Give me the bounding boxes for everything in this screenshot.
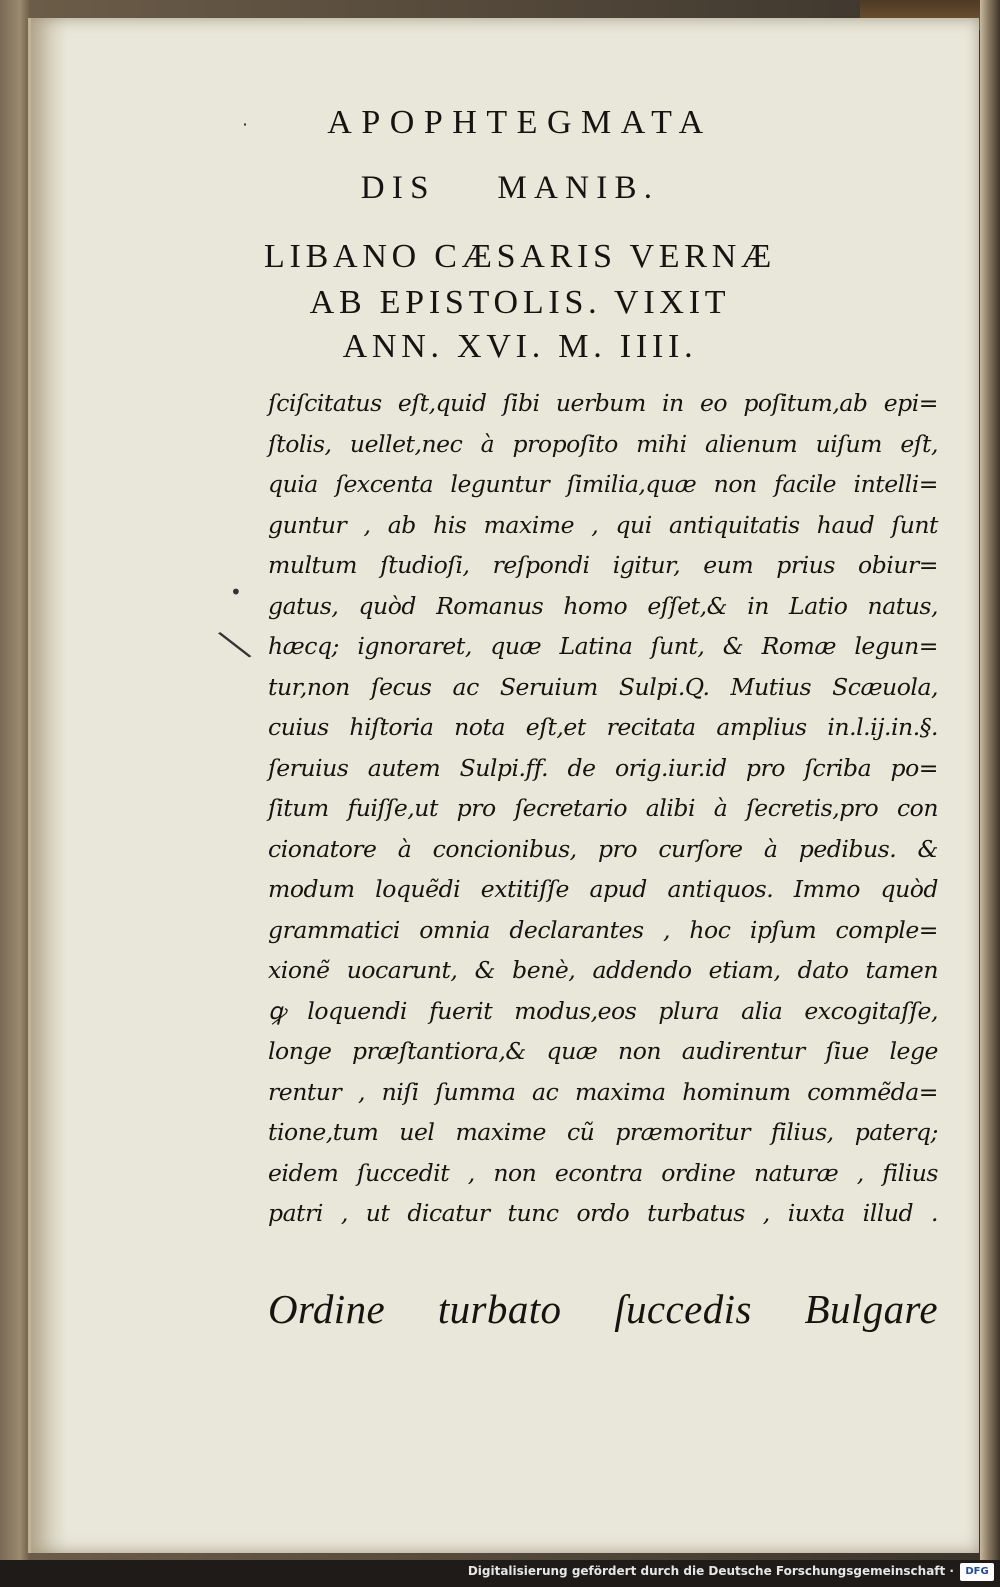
body-line: cuius hiſtoria nota eſt,et recitata amplius in.l.ij.in.§. [268, 713, 938, 741]
body-line: multum ſtudioſi, reſpondi igitur, eum prius obiur= [268, 551, 938, 579]
running-head: APOPHTEGMATA [327, 104, 713, 141]
body-line: tione,tum uel maxime cũ præmoritur filius, paterq; [268, 1118, 938, 1146]
body-line: ꝙ loquendi fuerit modus,eos plura alia excogitaſſe, [268, 996, 938, 1025]
body-line: cionatore à concionibus, pro curſore à pedibus. & [268, 834, 938, 863]
body-line: ſitum fuiſſe,ut pro ſecretario alibi à ſecretis,pro con [268, 794, 938, 822]
body-line: modum loquẽdi extitiſſe apud antiquos. Immo quòd [268, 875, 938, 903]
body-text-block [268, 383, 938, 1234]
catchline: Ordine turbato ſuccedis Bulgare [268, 1286, 938, 1332]
body-line: xionẽ uocarunt, & benè, addendo etiam, dato tamen [268, 956, 938, 984]
inscription-line-1: DIS MANIB. [360, 170, 660, 206]
body-line: ſeruius autem Sulpi.ff. de orig.iur.id pro ſcriba po= [268, 753, 938, 782]
body-line: rentur , niſi ſumma ac maxima hominum commẽda= [268, 1077, 938, 1106]
body-line: grammatici omnia declarantes , hoc ipſum comple= [268, 915, 938, 944]
margin-slash-mark: ╲ [219, 625, 251, 666]
dfg-logo: DFG [960, 1563, 994, 1581]
inscription-line-2: LIBANO CÆSARIS VERNÆ [263, 238, 777, 275]
body-line: guntur , ab his maxime , qui antiquitatis haud ſunt [268, 510, 938, 539]
body-line: hæcq; ignoraret, quæ Latina ſunt, & Romæ legun= [268, 632, 938, 660]
body-line: ſtolis, uellet,nec à propoſito mihi alienum uiſum eſt, [268, 429, 938, 458]
body-line: longe præſtantiora,& quæ non audirentur ſiue lege [268, 1037, 938, 1065]
digitization-credit: Digitalisierung gefördert durch die Deutsche Forschungsgemeinschaft · [467, 1564, 954, 1578]
body-line: quia ſexcenta leguntur ſimilia,quæ non facile intelli= [268, 470, 938, 498]
body-line: eidem ſuccedit , non econtra ordine naturæ , filius [268, 1158, 938, 1187]
body-line: ſciſcitatus eſt,quid ſibi uerbum in eo poſitum,ab epi= [268, 389, 938, 417]
body-line: tur,non ſecus ac Seruium Sulpi.Q. Mutius Scæuola, [268, 672, 938, 701]
margin-dot-mark: • [230, 580, 242, 604]
body-line: gatus, quòd Romanus homo eſſet,& in Latio natus, [268, 591, 938, 620]
inscription-line-3: AB EPISTOLIS. VIXIT [309, 284, 731, 321]
inscription-line-4: ANN. XVI. M. IIII. [342, 328, 698, 365]
body-line: patri , ut dicatur tunc ordo turbatus , iuxta illud . [268, 1199, 938, 1227]
book-spine-edge [980, 0, 1000, 1560]
margin-tick-mark: ˙ [240, 120, 250, 144]
